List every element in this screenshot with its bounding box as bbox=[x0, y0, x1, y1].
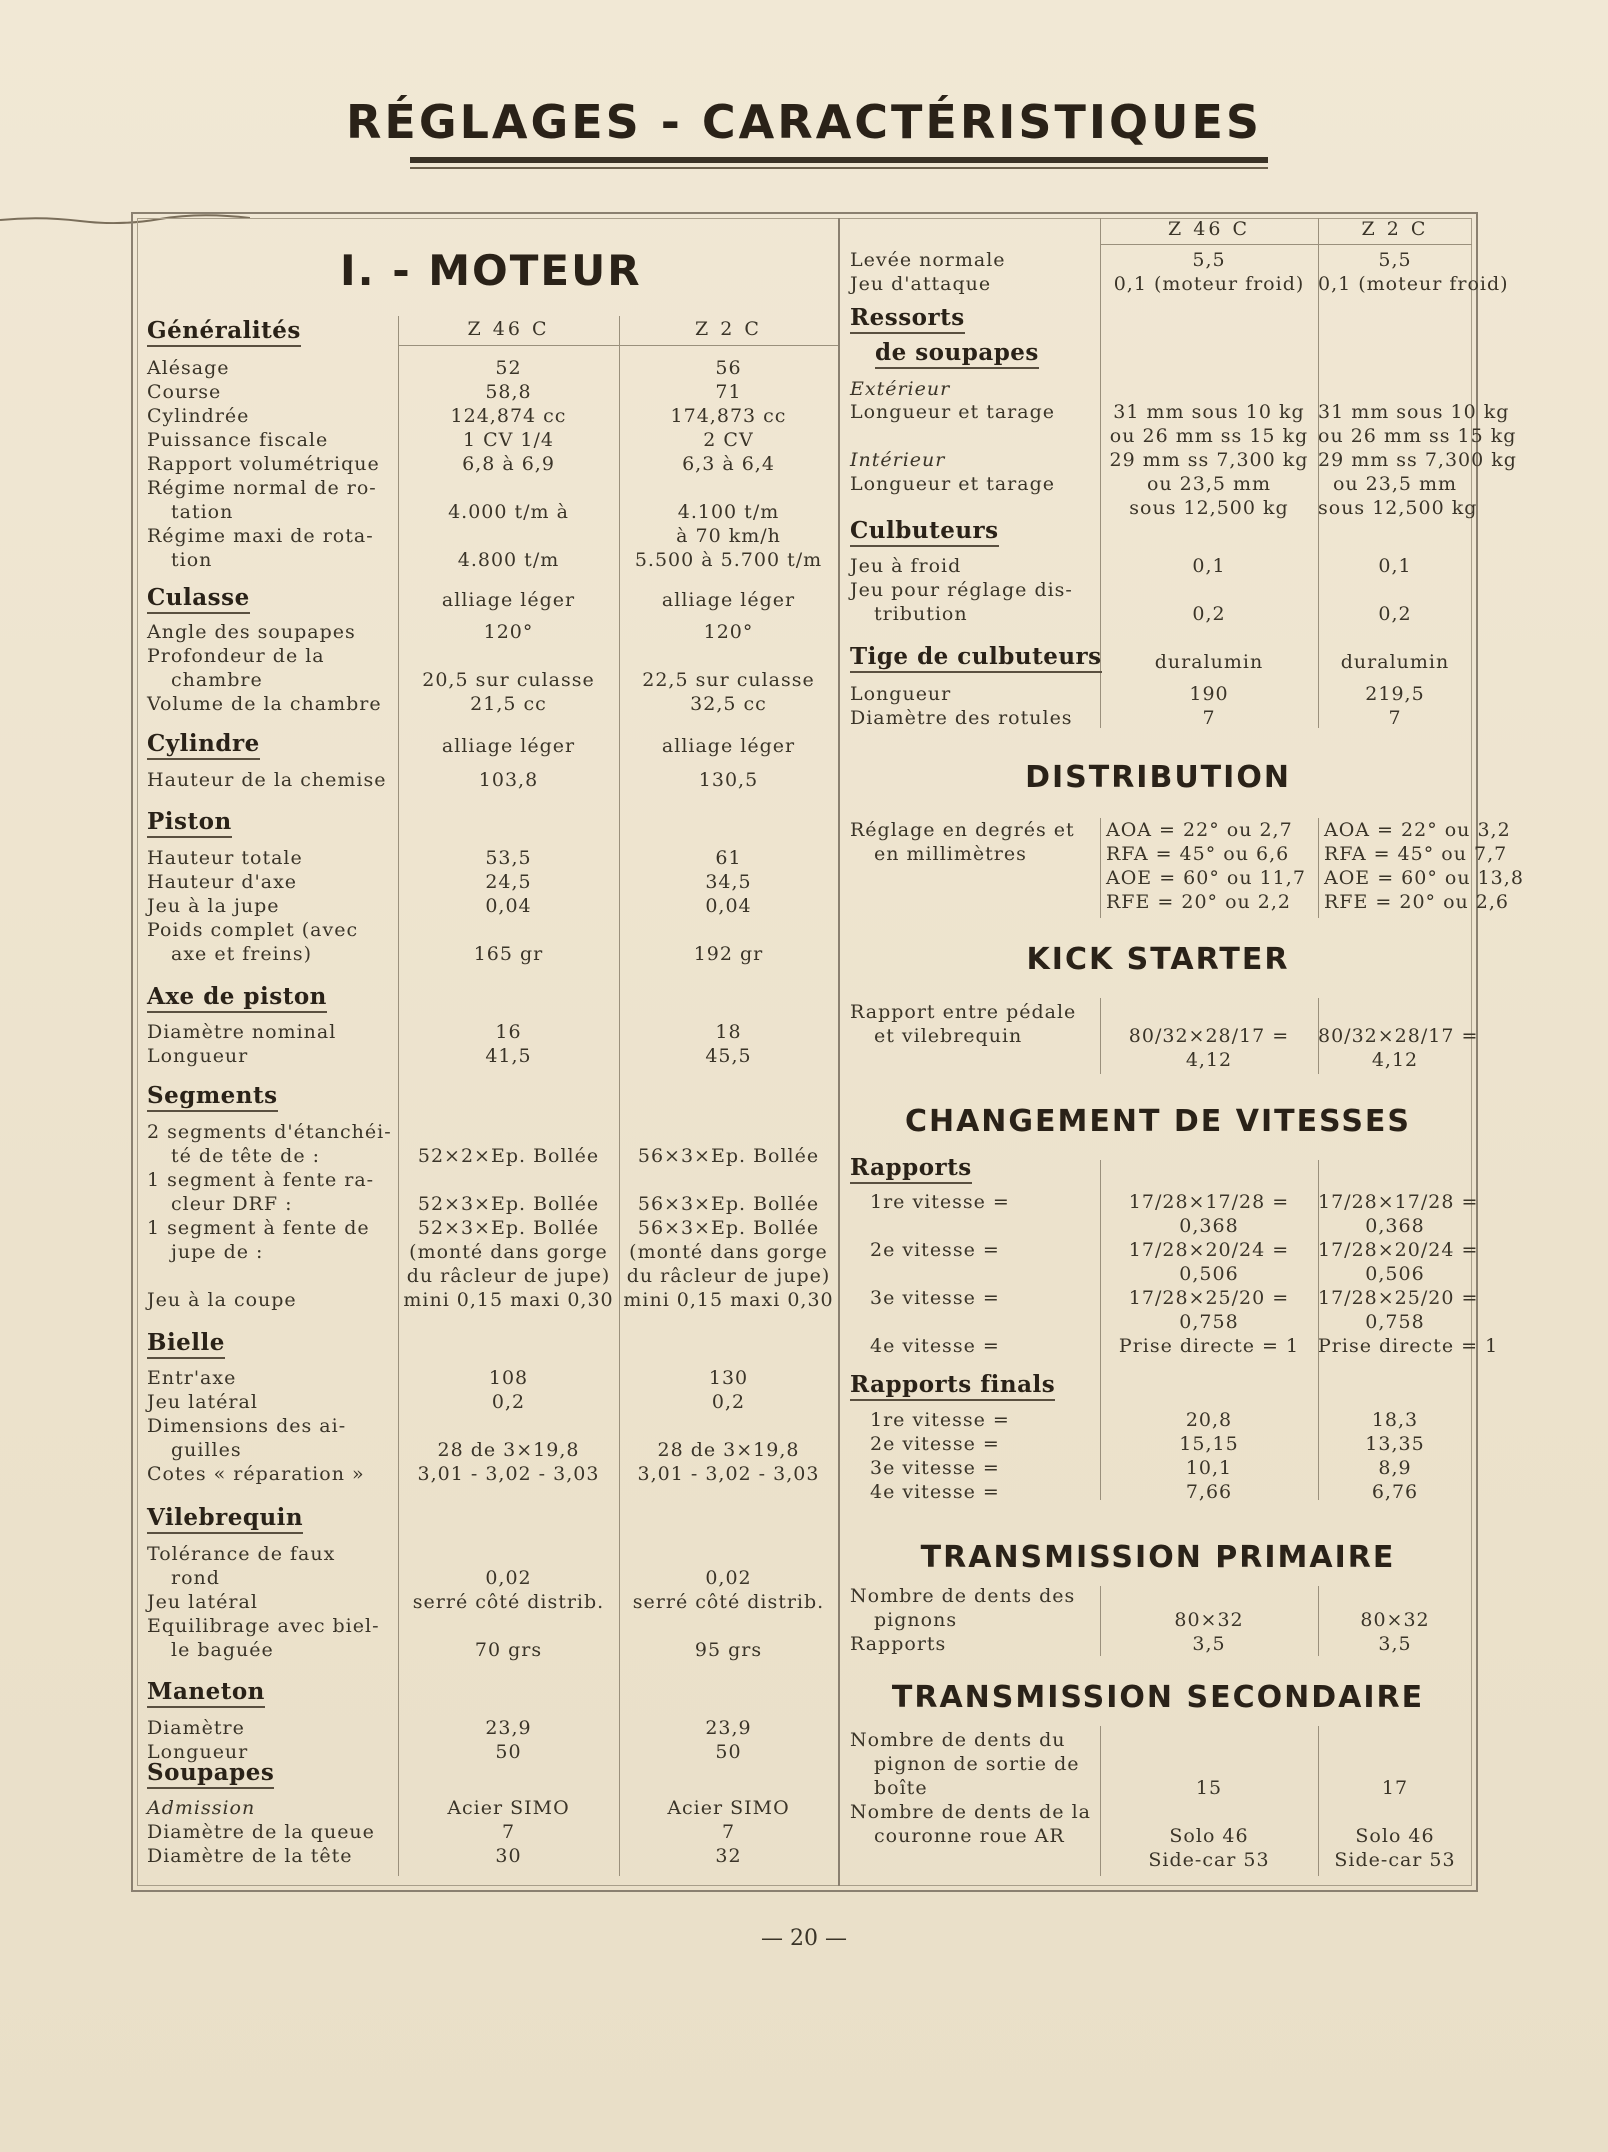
value-z46c: 5,5 bbox=[1192, 249, 1226, 271]
value-z46c: sous 12,500 kg bbox=[1129, 497, 1289, 519]
value-z46c: 4.800 t/m bbox=[457, 549, 560, 571]
row-label: Alésage bbox=[147, 357, 230, 379]
subhead-tige-de-culbuteurs: Tige de culbuteurs bbox=[850, 644, 1102, 673]
row-label: chambre bbox=[171, 669, 263, 691]
value-z46c: 15,15 bbox=[1179, 1433, 1239, 1455]
value-z46c: 0,506 bbox=[1179, 1263, 1239, 1285]
value-z2c: 32,5 cc bbox=[690, 693, 767, 715]
value-z46c: 52×3×Ep. Bollée bbox=[417, 1193, 600, 1215]
dist-value-z46c: AOE = 60° ou 11,7 bbox=[1106, 867, 1306, 889]
row-label: Rapports bbox=[850, 1633, 947, 1655]
dist-value-z46c: RFE = 20° ou 2,2 bbox=[1106, 891, 1292, 913]
subhead-piston: Piston bbox=[147, 809, 232, 838]
col-head-z2c: Z 2 C bbox=[695, 318, 762, 340]
value-z46c: 20,8 bbox=[1185, 1409, 1233, 1431]
value-z2c: 0,506 bbox=[1365, 1263, 1425, 1285]
subhead-segments: Segments bbox=[147, 1083, 278, 1112]
row-label: Hauteur de la chemise bbox=[147, 769, 387, 791]
value-z2c: Prise directe = 1 bbox=[1318, 1335, 1499, 1357]
value-z46c: 124,874 cc bbox=[450, 405, 567, 427]
subhead-rapports-finals: Rapports finals bbox=[850, 1372, 1055, 1401]
row-label: 2e vitesse = bbox=[870, 1433, 1000, 1455]
row-label: Diamètre bbox=[147, 1717, 245, 1739]
tige-material-z2c: duralumin bbox=[1340, 651, 1450, 673]
row-label: guilles bbox=[171, 1439, 242, 1461]
row-label: Jeu à froid bbox=[850, 555, 962, 577]
distribution-heading: DISTRIBUTION bbox=[1025, 760, 1291, 795]
row-label: Equilibrage avec biel- bbox=[147, 1615, 380, 1637]
row-label: pignon de sortie de bbox=[874, 1753, 1080, 1775]
row-label: 2e vitesse = bbox=[870, 1239, 1000, 1261]
row-label: 4e vitesse = bbox=[870, 1481, 1000, 1503]
row-label: tribution bbox=[874, 603, 968, 625]
value-z46c: 7,66 bbox=[1185, 1481, 1233, 1503]
value-z46c: 17/28×25/20 = bbox=[1128, 1287, 1290, 1309]
row-label: boîte bbox=[874, 1777, 928, 1799]
value-z2c: 56 bbox=[715, 357, 742, 379]
value-z46c: 23,9 bbox=[485, 1717, 532, 1739]
value-z2c: 61 bbox=[715, 847, 742, 869]
row-label: Diamètre des rotules bbox=[850, 707, 1073, 729]
dist-row bbox=[0, 818, 1608, 842]
row-label: 3e vitesse = bbox=[870, 1457, 1000, 1479]
row-label: Nombre de dents de la bbox=[850, 1801, 1091, 1823]
value-z46c: 0,02 bbox=[485, 1567, 532, 1589]
value-z2c: 13,35 bbox=[1365, 1433, 1425, 1455]
table-row bbox=[0, 1286, 1608, 1310]
value-z46c: 120° bbox=[483, 621, 534, 643]
value-z2c: 22,5 sur culasse bbox=[642, 669, 815, 691]
table-row bbox=[0, 248, 1608, 272]
row-label: 3e vitesse = bbox=[870, 1287, 1000, 1309]
page-title: RÉGLAGES - CARACTÉRISTIQUES bbox=[345, 95, 1263, 149]
value-z2c: 17 bbox=[1381, 1777, 1409, 1799]
value-z2c: 71 bbox=[715, 381, 742, 403]
table-row bbox=[0, 1432, 1608, 1456]
dist-label-line2: en millimètres bbox=[874, 843, 1027, 865]
row-label: Longueur et tarage bbox=[850, 473, 1055, 495]
value-z46c: mini 0,15 maxi 0,30 bbox=[403, 1289, 614, 1311]
table-row bbox=[0, 682, 1608, 706]
value-z46c: 52 bbox=[495, 357, 522, 379]
left-header-line bbox=[398, 345, 838, 346]
subhead-cylindre: Cylindre bbox=[147, 731, 260, 760]
row-label: Dimensions des ai- bbox=[147, 1415, 347, 1437]
value-z2c: ou 26 mm ss 15 kg bbox=[1318, 425, 1517, 447]
subhead-maneton: Maneton bbox=[147, 1679, 265, 1708]
row-label: Régime maxi de rota- bbox=[147, 525, 374, 547]
row-label: Puissance fiscale bbox=[147, 429, 329, 451]
table-row bbox=[0, 1800, 1608, 1824]
subhead-bielle: Bielle bbox=[147, 1330, 225, 1359]
value-z2c: 5.500 à 5.700 t/m bbox=[634, 549, 823, 571]
value-z2c: (monté dans gorge bbox=[629, 1241, 828, 1263]
table-row bbox=[0, 602, 1608, 626]
value-z46c: 103,8 bbox=[478, 769, 539, 791]
value-z2c: 45,5 bbox=[705, 1045, 752, 1067]
value-z46c: 31 mm sous 10 kg bbox=[1113, 401, 1305, 423]
row-label: 1 segment à fente ra- bbox=[147, 1169, 375, 1191]
value-z46c: 21,5 cc bbox=[470, 693, 547, 715]
label-exterieur: Extérieur bbox=[850, 378, 951, 400]
trans-sec-heading: TRANSMISSION SECONDAIRE bbox=[891, 1680, 1425, 1715]
subhead-soupapes: Soupapes bbox=[147, 1760, 274, 1789]
value-z46c: serré côté distrib. bbox=[412, 1591, 605, 1613]
value-z46c: 52×2×Ep. Bollée bbox=[417, 1145, 600, 1167]
table-row bbox=[0, 1238, 1608, 1262]
value-z46c: 3,01 - 3,02 - 3,03 bbox=[417, 1463, 600, 1485]
row-label: Cotes « réparation » bbox=[147, 1463, 365, 1485]
right-col-head-z2c: Z 2 C bbox=[1361, 218, 1429, 240]
row-label: cleur DRF : bbox=[171, 1193, 293, 1215]
table-row bbox=[0, 1262, 1608, 1286]
value-z46c: 53,5 bbox=[485, 847, 532, 869]
value-z46c: 70 grs bbox=[474, 1639, 543, 1661]
subhead-generalites: Généralités bbox=[147, 318, 301, 347]
row-label: Diamètre nominal bbox=[147, 1021, 337, 1043]
title-underline bbox=[410, 157, 1268, 163]
table-row bbox=[0, 554, 1608, 578]
row-label: 1re vitesse = bbox=[870, 1191, 1010, 1213]
value-z46c: Prise directe = 1 bbox=[1118, 1335, 1300, 1357]
value-z46c: 165 gr bbox=[473, 943, 544, 965]
cylindre-material-z46c: alliage léger bbox=[441, 735, 576, 757]
value-z2c: 0,1 (moteur froid) bbox=[1318, 273, 1509, 295]
row-label: Tolérance de faux bbox=[147, 1543, 336, 1565]
moteur-heading: I. - MOTEUR bbox=[340, 246, 642, 295]
dist-value-z2c: AOE = 60° ou 13,8 bbox=[1324, 867, 1524, 889]
table-row bbox=[0, 524, 1608, 548]
value-z46c: 41,5 bbox=[485, 1045, 532, 1067]
row-label: Jeu d'attaque bbox=[850, 273, 992, 295]
value-z46c: 0,1 bbox=[1192, 555, 1226, 577]
table-row bbox=[0, 356, 1608, 380]
row-label: Cylindrée bbox=[147, 405, 250, 427]
value-z2c: 174,873 cc bbox=[670, 405, 787, 427]
page-number: — 20 — bbox=[761, 1926, 847, 1951]
dist-value-z46c: AOA = 22° ou 2,7 bbox=[1106, 819, 1293, 841]
table-row bbox=[0, 272, 1608, 296]
value-z2c: 0,2 bbox=[1378, 603, 1412, 625]
value-z2c: 130 bbox=[708, 1367, 749, 1389]
row-label: couronne roue AR bbox=[874, 1825, 1065, 1847]
table-row bbox=[0, 448, 1608, 472]
table-row bbox=[0, 578, 1608, 602]
value-z2c: 17/28×25/20 = bbox=[1318, 1287, 1479, 1309]
value-z2c: Acier SIMO bbox=[667, 1797, 790, 1819]
value-z2c: à 70 km/h bbox=[676, 525, 781, 547]
row-label: 1re vitesse = bbox=[870, 1409, 1010, 1431]
value-z46c: 4.000 t/m à bbox=[448, 501, 569, 523]
value-z46c: 190 bbox=[1189, 683, 1229, 705]
value-z46c: 28 de 3×19,8 bbox=[437, 1439, 580, 1461]
value-z2c: 50 bbox=[715, 1741, 742, 1763]
value-z46c: 16 bbox=[495, 1021, 522, 1043]
table-row bbox=[0, 1408, 1608, 1432]
row-label: rond bbox=[171, 1567, 220, 1589]
row-label: Jeu latéral bbox=[147, 1591, 258, 1613]
row-label: Admission bbox=[147, 1797, 256, 1819]
cylindre-material-z2c: alliage léger bbox=[661, 735, 796, 757]
value-z2c: 7 bbox=[721, 1821, 736, 1843]
value-z46c: 17/28×20/24 = bbox=[1128, 1239, 1290, 1261]
row-label: Longueur bbox=[147, 1045, 249, 1067]
value-z46c: 108 bbox=[488, 1367, 529, 1389]
row-label: pignons bbox=[874, 1609, 958, 1631]
value-z46c: (monté dans gorge bbox=[409, 1241, 608, 1263]
row-label: Nombre de dents des bbox=[850, 1585, 1076, 1607]
row-label: Levée normale bbox=[850, 249, 1006, 271]
row-label: Hauteur d'axe bbox=[147, 871, 298, 893]
value-z2c: du râcleur de jupe) bbox=[626, 1265, 831, 1287]
kick-value-z2c: 4,12 bbox=[1371, 1049, 1419, 1071]
value-z2c: mini 0,15 maxi 0,30 bbox=[623, 1289, 834, 1311]
row-label: Course bbox=[147, 381, 222, 403]
value-z2c: 5,5 bbox=[1378, 249, 1412, 271]
table-row bbox=[0, 918, 1608, 942]
row-label: Poids complet (avec bbox=[147, 919, 359, 941]
value-z2c: 29 mm ss 7,300 kg bbox=[1318, 449, 1517, 471]
row-label: 4e vitesse = bbox=[870, 1335, 1000, 1357]
value-z2c: 130,5 bbox=[698, 769, 759, 791]
value-z2c: Side-car 53 bbox=[1334, 1849, 1456, 1871]
value-z46c: 80×32 bbox=[1174, 1609, 1244, 1631]
kick-label-line2: et vilebrequin bbox=[874, 1025, 1023, 1047]
subhead-rapports: Rapports bbox=[850, 1155, 972, 1184]
value-z2c: ou 23,5 mm bbox=[1332, 473, 1458, 495]
value-z2c: 6,76 bbox=[1371, 1481, 1419, 1503]
value-z46c: ou 26 mm ss 15 kg bbox=[1109, 425, 1309, 447]
table-row bbox=[0, 1824, 1608, 1848]
table-row bbox=[0, 1310, 1608, 1334]
value-z46c: 10,1 bbox=[1185, 1457, 1233, 1479]
right-header-line bbox=[1100, 244, 1472, 245]
value-z2c: 17/28×20/24 = bbox=[1318, 1239, 1479, 1261]
value-z2c: 219,5 bbox=[1365, 683, 1425, 705]
value-z2c: 3,01 - 3,02 - 3,03 bbox=[637, 1463, 820, 1485]
value-z2c: 4.100 t/m bbox=[677, 501, 780, 523]
right-col-head-z46c: Z 46 C bbox=[1168, 218, 1250, 240]
value-z46c: Acier SIMO bbox=[447, 1797, 570, 1819]
value-z2c: 18 bbox=[715, 1021, 742, 1043]
value-z46c: 29 mm ss 7,300 kg bbox=[1109, 449, 1309, 471]
value-z2c: 0,758 bbox=[1365, 1311, 1425, 1333]
value-z46c: 52×3×Ep. Bollée bbox=[417, 1217, 600, 1239]
value-z46c: 30 bbox=[495, 1845, 522, 1867]
row-label: 2 segments d'étanchéi- bbox=[147, 1121, 392, 1143]
value-z2c: 34,5 bbox=[705, 871, 752, 893]
subhead-culbuteurs: Culbuteurs bbox=[850, 518, 999, 547]
value-z2c: 0,1 bbox=[1378, 555, 1412, 577]
table-row bbox=[0, 1728, 1608, 1752]
value-z2c: 18,3 bbox=[1371, 1409, 1419, 1431]
table-row bbox=[0, 1456, 1608, 1480]
row-label: Jeu latéral bbox=[147, 1391, 258, 1413]
value-z2c: 7 bbox=[1388, 707, 1402, 729]
value-z46c: 0,758 bbox=[1179, 1311, 1239, 1333]
value-z46c: 20,5 sur culasse bbox=[422, 669, 595, 691]
value-z46c: 0,1 (moteur froid) bbox=[1113, 273, 1305, 295]
row-label: tion bbox=[171, 549, 213, 571]
value-z46c: 0,2 bbox=[1192, 603, 1226, 625]
table-row bbox=[0, 1144, 1608, 1168]
value-z46c: 0,2 bbox=[491, 1391, 526, 1413]
value-z46c: 50 bbox=[495, 1741, 522, 1763]
table-row bbox=[0, 1848, 1608, 1872]
row-label: Régime normal de ro- bbox=[147, 477, 377, 499]
table-row bbox=[0, 1608, 1608, 1632]
value-z2c: 17/28×17/28 = bbox=[1318, 1191, 1479, 1213]
value-z46c: 3,5 bbox=[1192, 1633, 1226, 1655]
subhead-culasse: Culasse bbox=[147, 585, 250, 614]
table-row bbox=[0, 706, 1608, 730]
value-z46c: 7 bbox=[501, 1821, 516, 1843]
value-z2c: 95 grs bbox=[694, 1639, 763, 1661]
row-label: jupe de : bbox=[171, 1241, 264, 1263]
value-z2c: 80×32 bbox=[1360, 1609, 1430, 1631]
row-label: Rapport volumétrique bbox=[147, 453, 380, 475]
table-row bbox=[0, 1366, 1608, 1390]
culasse-material-z2c: alliage léger bbox=[661, 589, 796, 611]
value-z46c: 17/28×17/28 = bbox=[1128, 1191, 1290, 1213]
value-z46c: 0,368 bbox=[1179, 1215, 1239, 1237]
row-label: Jeu à la coupe bbox=[147, 1289, 297, 1311]
kick-value-z46c: 80/32×28/17 = bbox=[1128, 1025, 1290, 1047]
tige-material-z46c: duralumin bbox=[1154, 651, 1264, 673]
value-z2c: 56×3×Ep. Bollée bbox=[637, 1145, 820, 1167]
table-row bbox=[0, 650, 1608, 674]
value-z2c: Solo 46 bbox=[1355, 1825, 1435, 1847]
kick-label-line1: Rapport entre pédale bbox=[850, 1001, 1077, 1023]
table-row bbox=[0, 734, 1608, 758]
value-z2c: sous 12,500 kg bbox=[1318, 497, 1478, 519]
value-z2c: 0,368 bbox=[1365, 1215, 1425, 1237]
row-label: Profondeur de la bbox=[147, 645, 325, 667]
dist-value-z46c: RFA = 45° ou 6,6 bbox=[1106, 843, 1290, 865]
value-z2c: 56×3×Ep. Bollée bbox=[637, 1217, 820, 1239]
table-row bbox=[0, 1752, 1608, 1776]
table-row bbox=[0, 496, 1608, 520]
row-label: Longueur bbox=[147, 1741, 249, 1763]
value-z46c: ou 23,5 mm bbox=[1146, 473, 1272, 495]
title-underline-thin bbox=[410, 167, 1268, 169]
value-z46c: 58,8 bbox=[485, 381, 532, 403]
row-label: Jeu à la jupe bbox=[147, 895, 280, 917]
dist-value-z2c: RFA = 45° ou 7,7 bbox=[1324, 843, 1508, 865]
value-z46c: 15 bbox=[1195, 1777, 1223, 1799]
row-label: tation bbox=[171, 501, 234, 523]
culasse-material-z46c: alliage léger bbox=[441, 589, 576, 611]
table-row bbox=[0, 400, 1608, 424]
row-label: Hauteur totale bbox=[147, 847, 303, 869]
table-row bbox=[0, 1190, 1608, 1214]
table-row bbox=[0, 424, 1608, 448]
value-z46c: 7 bbox=[1202, 707, 1216, 729]
row-label: Entr'axe bbox=[147, 1367, 237, 1389]
value-z2c: 2 CV bbox=[703, 429, 754, 451]
subhead-axe-de-piston: Axe de piston bbox=[147, 984, 327, 1013]
value-z2c: 23,9 bbox=[705, 1717, 752, 1739]
value-z2c: 6,3 à 6,4 bbox=[682, 453, 775, 475]
kick-value-z2c: 80/32×28/17 = bbox=[1318, 1025, 1479, 1047]
value-z2c: 31 mm sous 10 kg bbox=[1318, 401, 1510, 423]
subhead-de-soupapes: de soupapes bbox=[875, 340, 1039, 369]
row-label: Diamètre de la queue bbox=[147, 1821, 375, 1843]
row-label: le baguée bbox=[171, 1639, 274, 1661]
value-z2c: 3,5 bbox=[1378, 1633, 1412, 1655]
value-z46c: 24,5 bbox=[485, 871, 532, 893]
row-label: Intérieur bbox=[850, 449, 946, 471]
row-label: Diamètre de la tête bbox=[147, 1845, 353, 1867]
value-z46c: 0,04 bbox=[485, 895, 532, 917]
table-row bbox=[0, 1214, 1608, 1238]
row-label: Angle des soupapes bbox=[147, 621, 356, 643]
dist-label-line1: Réglage en degrés et bbox=[850, 819, 1075, 841]
value-z46c: du râcleur de jupe) bbox=[406, 1265, 611, 1287]
dist-row bbox=[0, 866, 1608, 890]
value-z2c: 8,9 bbox=[1378, 1457, 1412, 1479]
table-row bbox=[0, 472, 1608, 496]
row-label: Jeu pour réglage dis- bbox=[850, 579, 1073, 601]
row-label: Nombre de dents du bbox=[850, 1729, 1066, 1751]
col-head-z46c: Z 46 C bbox=[467, 318, 550, 340]
value-z46c: 6,8 à 6,9 bbox=[462, 453, 555, 475]
value-z2c: 192 gr bbox=[693, 943, 764, 965]
row-label: Longueur et tarage bbox=[850, 401, 1055, 423]
value-z46c: Side-car 53 bbox=[1148, 1849, 1270, 1871]
value-z2c: serré côté distrib. bbox=[632, 1591, 825, 1613]
table-row bbox=[0, 1334, 1608, 1358]
subhead-ressorts: Ressorts bbox=[850, 305, 965, 334]
row-label: té de tête de : bbox=[171, 1145, 321, 1167]
dist-value-z2c: RFE = 20° ou 2,6 bbox=[1324, 891, 1510, 913]
row-label: axe et freins) bbox=[171, 943, 313, 965]
row-label: Longueur bbox=[850, 683, 952, 705]
trans-prim-heading: TRANSMISSION PRIMAIRE bbox=[920, 1540, 1396, 1575]
value-z2c: 32 bbox=[715, 1845, 742, 1867]
table-row bbox=[0, 1480, 1608, 1504]
table-row bbox=[0, 1168, 1608, 1192]
value-z2c: 0,2 bbox=[711, 1391, 746, 1413]
value-z2c: 120° bbox=[703, 621, 754, 643]
row-label: 1 segment à fente de bbox=[147, 1217, 370, 1239]
value-z2c: 56×3×Ep. Bollée bbox=[637, 1193, 820, 1215]
value-z46c: Solo 46 bbox=[1169, 1825, 1249, 1847]
value-z2c: 0,04 bbox=[705, 895, 752, 917]
subhead-vilebrequin: Vilebrequin bbox=[147, 1505, 303, 1534]
table-row bbox=[0, 1584, 1608, 1608]
value-z2c: 28 de 3×19,8 bbox=[657, 1439, 800, 1461]
dist-value-z2c: AOA = 22° ou 3,2 bbox=[1324, 819, 1511, 841]
value-z2c: 0,02 bbox=[705, 1567, 752, 1589]
table-row bbox=[0, 1632, 1608, 1656]
kick-value-z46c: 4,12 bbox=[1185, 1049, 1233, 1071]
row-label: Volume de la chambre bbox=[147, 693, 382, 715]
table-row bbox=[0, 1776, 1608, 1800]
dist-row bbox=[0, 842, 1608, 866]
changement-heading: CHANGEMENT DE VITESSES bbox=[904, 1104, 1412, 1139]
kick-heading: KICK STARTER bbox=[1026, 942, 1290, 977]
dist-row bbox=[0, 890, 1608, 914]
value-z46c: 1 CV 1/4 bbox=[462, 429, 554, 451]
